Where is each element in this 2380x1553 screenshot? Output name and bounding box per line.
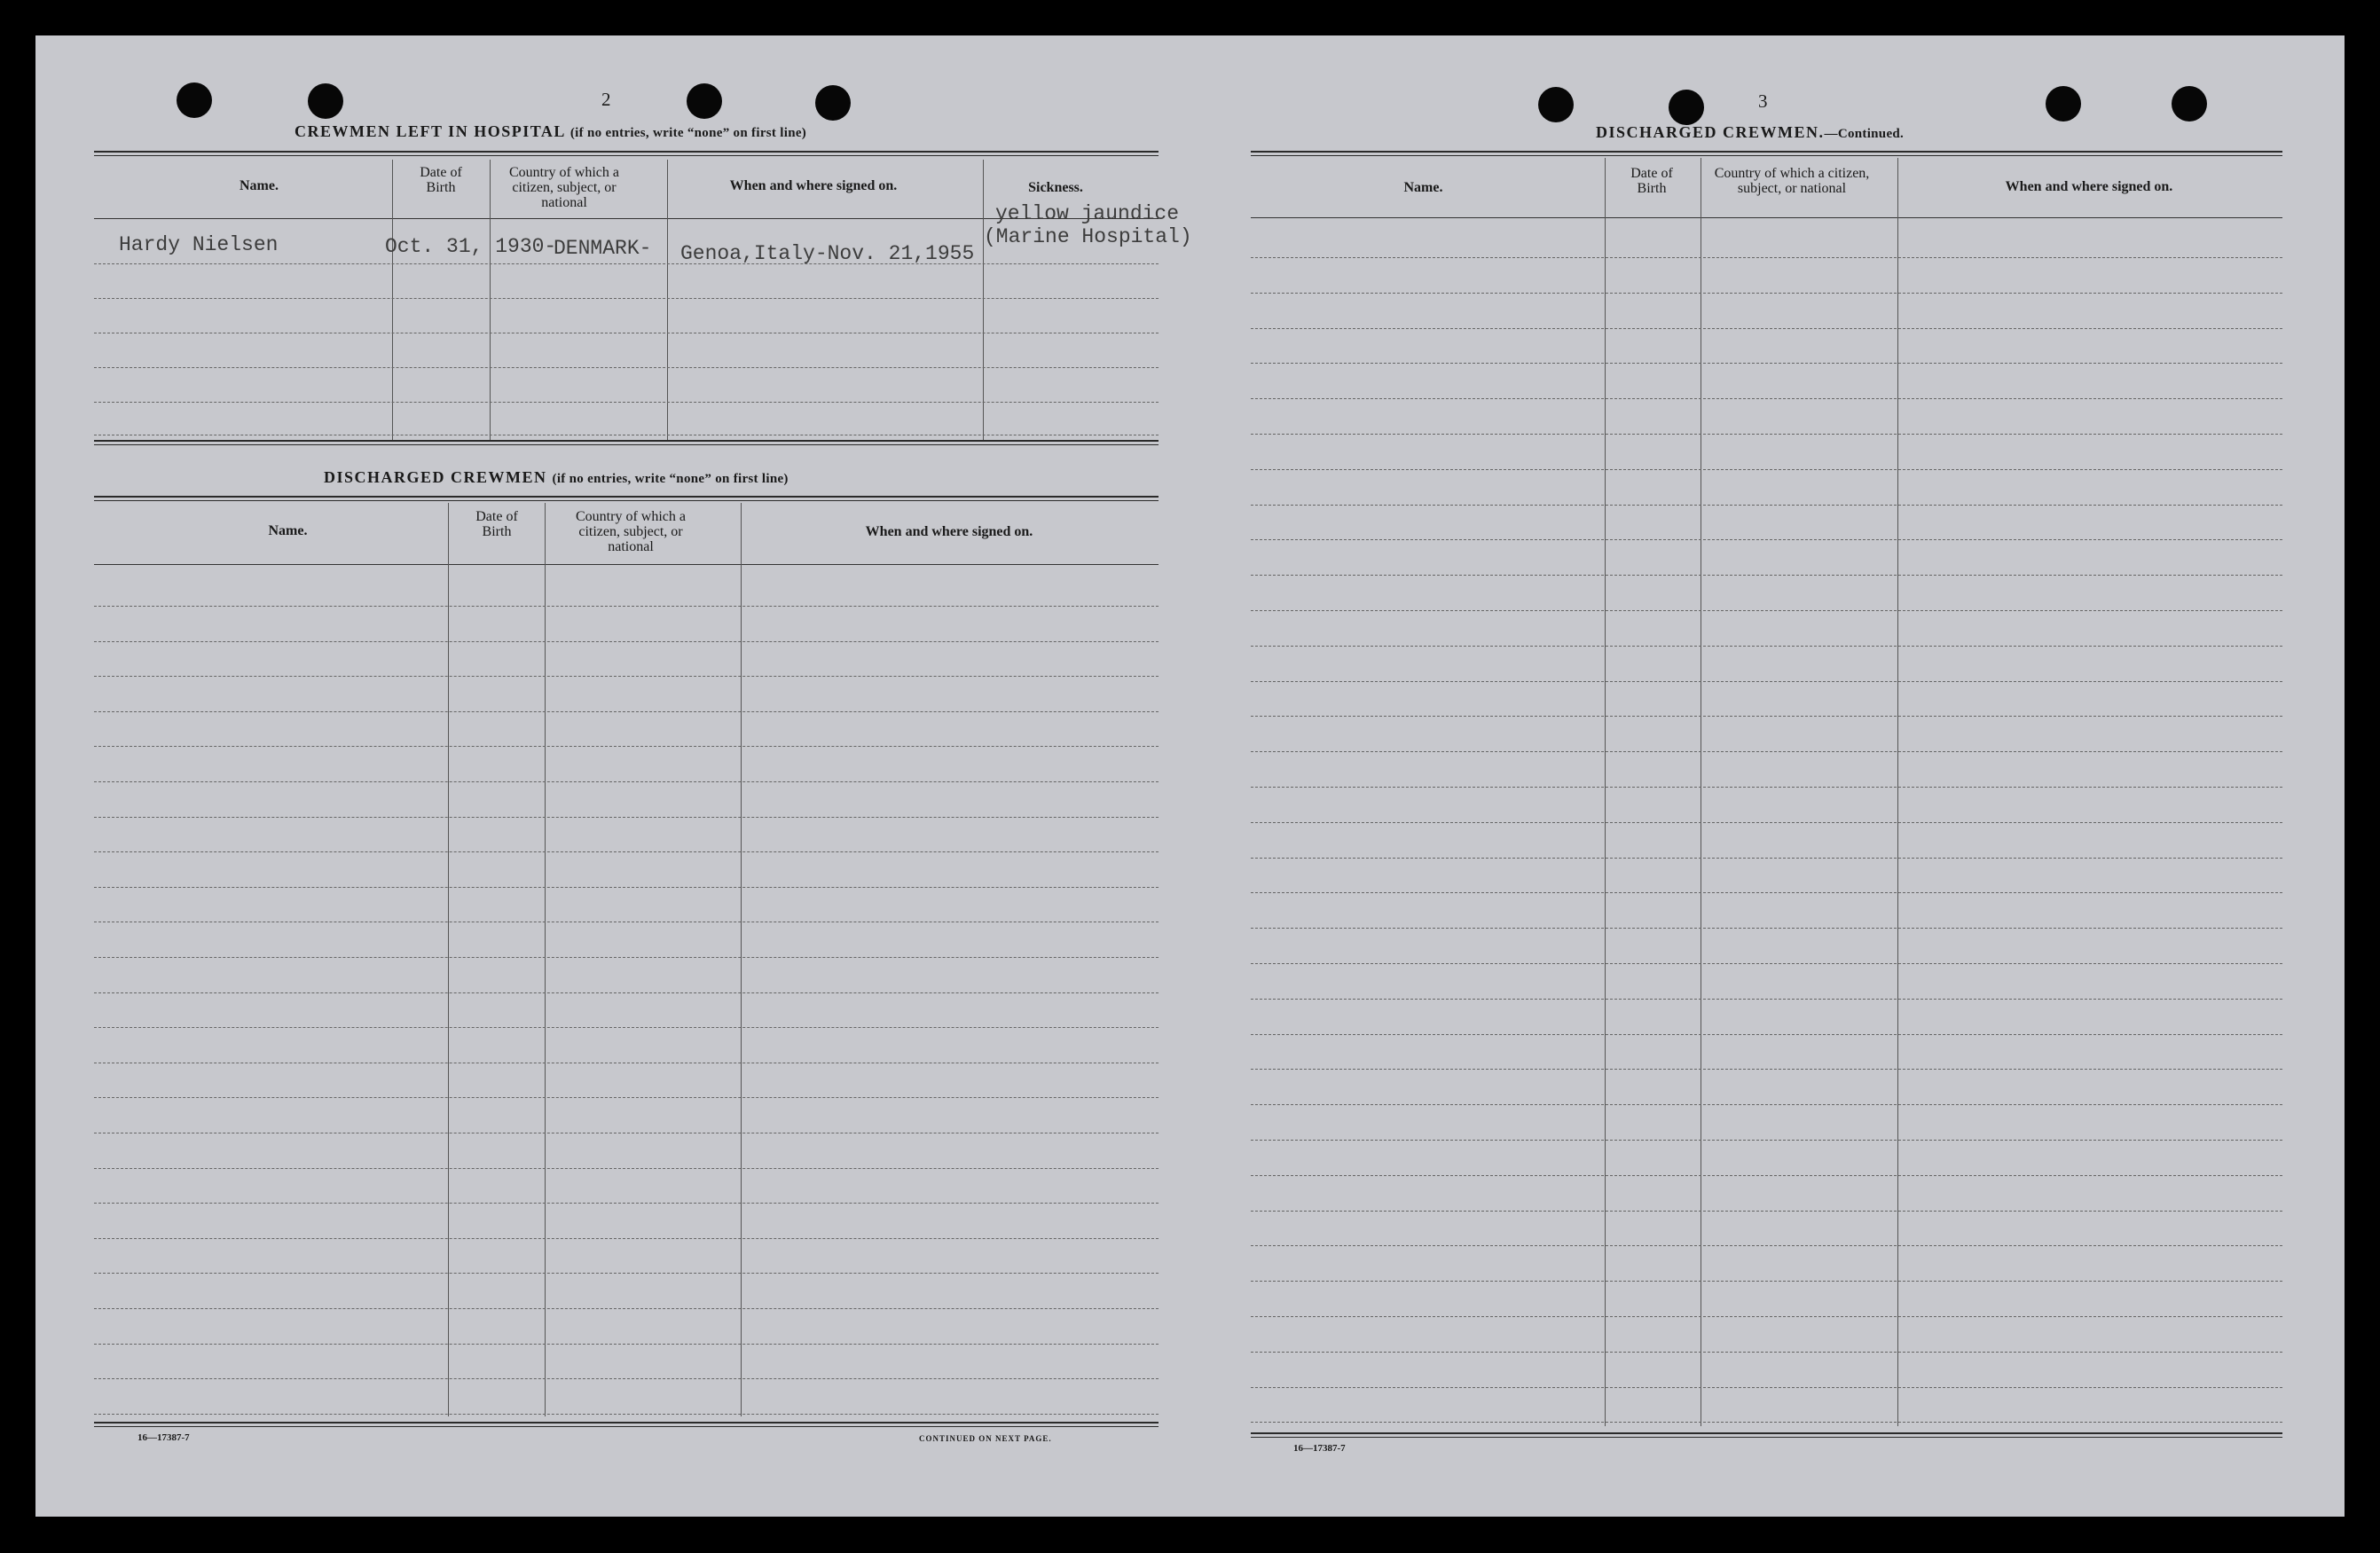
entry-line [94,641,1159,642]
entry-line [1251,505,2282,506]
entry-line [1251,257,2282,258]
col-header-country: Country of which a citizen, subject, or national [1714,166,1870,196]
rule [1251,1432,2282,1438]
right-title-suffix: —Continued. [1824,127,1905,141]
entry-line [1251,1034,2282,1035]
col-header-name: Name. [268,523,308,538]
entry-signed: Genoa,Italy-Nov. 21,1955 [680,242,975,265]
column-divider [392,160,393,441]
rule [94,496,1159,501]
col-header-dob: Date of Birth [420,165,462,195]
entry-line [1251,963,2282,964]
rule [94,1422,1159,1427]
entry-line [94,1097,1159,1098]
entry-line [94,1308,1159,1309]
entry-line [94,676,1159,677]
entry-line [94,992,1159,993]
entry-sickness-line2: (Marine Hospital) [984,225,1192,248]
col-header-dob: Date of Birth [1630,166,1673,196]
entry-line [1251,1316,2282,1317]
column-divider [667,160,668,441]
entry-line [1251,646,2282,647]
column-divider [545,503,546,1416]
entry-line [94,1168,1159,1169]
discharged-section-title [324,468,789,487]
col-header-country: Country of which a citizen, subject, or national [576,509,686,554]
entry-line [1251,787,2282,788]
discharged-title-text: DISCHARGED CREWMEN [324,468,547,486]
punch-hole [177,82,212,118]
punch-hole [308,83,343,119]
entry-line [94,1203,1159,1204]
entry-line [1251,928,2282,929]
discharged-subtitle: (if no entries, write “none” on first line) [552,472,789,486]
entry-line [1251,681,2282,682]
entry-line [94,711,1159,712]
entry-line [94,851,1159,852]
entry-line [94,606,1159,607]
punch-hole [1538,87,1574,122]
entry-line [94,263,1159,264]
entry-line [1251,751,2282,752]
col-header-dob: Date of Birth [475,509,518,539]
entry-line [94,781,1159,782]
entry-line [1251,363,2282,364]
entry-line [1251,469,2282,470]
rule [94,151,1159,156]
entry-line [1251,1069,2282,1070]
punch-hole [1669,90,1704,125]
entry-line [1251,1352,2282,1353]
column-divider [1605,158,1606,1426]
entry-line [1251,892,2282,893]
entry-line [94,1238,1159,1239]
column-divider [1897,158,1898,1426]
entry-line [94,402,1159,403]
entry-line [1251,1211,2282,1212]
entry-line [94,1414,1159,1415]
right-title-text: DISCHARGED CREWMEN. [1596,123,1825,141]
form-number: 16—17387-7 [1293,1443,1346,1454]
entry-line [1251,858,2282,859]
page-number: 3 [1758,90,1768,112]
entry-line [1251,1422,2282,1423]
entry-line [94,957,1159,958]
continued-note: CONTINUED ON NEXT PAGE. [919,1434,1052,1443]
column-divider [983,160,984,441]
entry-dob: Oct. 31, 1930- [385,235,557,258]
col-header-sickness: Sickness. [1028,180,1083,195]
entry-line [94,817,1159,818]
col-header-signed: When and where signed on. [2005,179,2173,194]
rule [94,564,1159,565]
entry-line [1251,1245,2282,1246]
entry-line [94,1027,1159,1028]
entry-line [1251,1140,2282,1141]
entry-line [1251,539,2282,540]
punch-hole [2172,86,2207,122]
punch-hole [687,83,722,119]
form-number: 16—17387-7 [137,1432,190,1443]
document-sheet [35,35,2345,1517]
entry-line [94,887,1159,888]
entry-line [1251,398,2282,399]
hospital-section-title [295,122,806,141]
entry-line [1251,575,2282,576]
punch-hole [815,85,851,121]
right-section-title [1596,123,1904,142]
entry-line [1251,610,2282,611]
col-header-country: Country of which a citizen, subject, or national [509,165,619,210]
column-divider [741,503,742,1416]
entry-country: DENMARK- [554,237,652,260]
entry-line [94,1273,1159,1274]
entry-line [94,1378,1159,1379]
entry-name: Hardy Nielsen [119,233,279,256]
entry-line [94,298,1159,299]
col-header-signed: When and where signed on. [729,178,898,193]
column-divider [490,160,491,441]
entry-line [1251,822,2282,823]
entry-line [1251,328,2282,329]
rule [94,440,1159,445]
entry-line [94,746,1159,747]
entry-line [1251,1104,2282,1105]
col-header-signed: When and where signed on. [865,524,1033,539]
entry-sickness-line1: yellow jaundice [995,202,1180,225]
page-number: 2 [601,89,611,110]
hospital-title-text: CREWMEN LEFT IN HOSPITAL [295,122,565,140]
rule [1251,151,2282,156]
entry-line [1251,1175,2282,1176]
col-header-name: Name. [1403,180,1443,195]
entry-line [1251,434,2282,435]
rule [1251,217,2282,218]
entry-line [1251,1281,2282,1282]
entry-line [1251,999,2282,1000]
col-header-name: Name. [240,178,279,193]
entry-line [94,367,1159,368]
entry-line [94,1344,1159,1345]
column-divider [448,503,449,1416]
entry-line [1251,1387,2282,1388]
punch-hole [2046,86,2081,122]
entry-line [1251,716,2282,717]
hospital-subtitle: (if no entries, write “none” on first line) [569,126,807,140]
entry-line [1251,293,2282,294]
